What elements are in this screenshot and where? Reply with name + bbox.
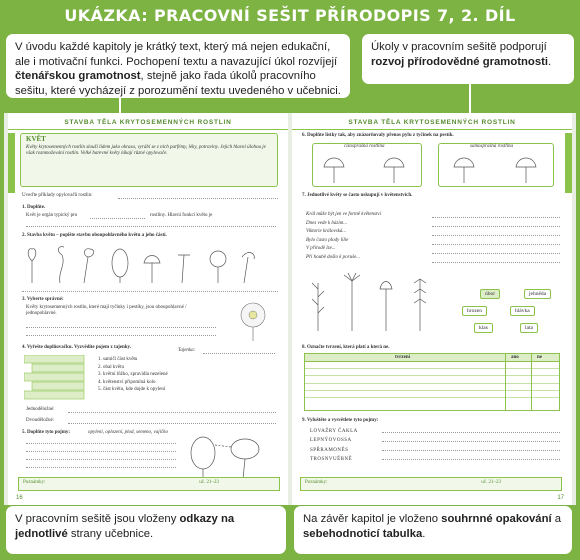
pollination-diagram xyxy=(183,435,278,479)
answer-line[interactable] xyxy=(26,467,176,468)
term-chip[interactable]: lata xyxy=(520,323,538,333)
textbook-ref: uč. 21–23 xyxy=(481,480,501,485)
scrambled-term: TROSNVUĚBNĚ xyxy=(310,457,353,463)
workbook-spread xyxy=(4,113,576,505)
intro-box xyxy=(20,133,278,187)
task9-title: 9. Vyluštěte a vysvětlete tyto pojmy: xyxy=(302,418,379,423)
callout-text: Na závěr kapitol je vloženo xyxy=(303,513,442,525)
table-row[interactable] xyxy=(305,384,559,391)
side-tab xyxy=(565,133,572,193)
table-row[interactable] xyxy=(305,398,559,405)
scrambled-term: LOVAŽRY ČAKLA xyxy=(310,429,358,434)
scrambled-term: LEPNÝOVOSSA xyxy=(310,438,352,444)
callout-bold: čtenářskou gramotnost xyxy=(15,70,141,82)
callout-textbook-refs xyxy=(6,506,286,554)
running-head: STAVBA TĚLA KRYTOSEMENNÝCH ROSTLIN xyxy=(292,119,572,130)
callout-bold: souhrnné opakování xyxy=(441,513,552,525)
task7-title: 7. Jednotlivé květy se často uskupují v květenstvích. xyxy=(302,193,413,198)
answer-line[interactable] xyxy=(26,451,176,452)
callout-text: a xyxy=(551,513,562,525)
answer-line[interactable] xyxy=(26,459,176,460)
task4-item: 2. obal květu xyxy=(98,364,124,370)
table-divider xyxy=(505,354,506,410)
callout-science-literacy xyxy=(362,34,574,84)
flower-parts-illustrations xyxy=(22,243,278,287)
intro-text: Květy krytosemenných rostlin slouží lidem jako okrasa, vyrábí se z nich parfémy, léky, potraviny. Jejich hlavní úlohou je však rozmnožování rostlin. Velké barevné květy lákají různé opylovače. xyxy=(26,145,266,157)
task5-title: 5. Doplňte tyto pojmy: xyxy=(22,430,71,435)
task7-item: Při houbě došlo k poruše... xyxy=(306,254,361,260)
term-chip[interactable]: hrozen xyxy=(462,306,487,316)
callout-text: Úkoly v pracovním sešitě podporují xyxy=(371,41,547,53)
callout-text: strany učebnice. xyxy=(67,527,154,540)
answer-line[interactable] xyxy=(432,244,560,245)
answer-line[interactable] xyxy=(432,262,560,263)
task4-list xyxy=(98,356,168,394)
answer-line[interactable] xyxy=(68,412,276,413)
answer-line[interactable] xyxy=(382,450,560,451)
task6-label-right: samosprašná rostlina xyxy=(470,144,514,149)
task8-title: 8. Označte tvrzení, která platí a která ne. xyxy=(302,345,390,350)
answer-line[interactable] xyxy=(26,443,176,444)
callout-reading-literacy xyxy=(6,34,350,98)
answer-line[interactable] xyxy=(26,327,216,328)
page-banner xyxy=(0,0,580,30)
task6-label-left: cizosprašná rostlina xyxy=(344,144,385,149)
page-number: 16 xyxy=(16,495,23,501)
inflorescence-illustrations xyxy=(304,273,454,333)
crossword-grid[interactable] xyxy=(24,355,94,401)
task6-title: 6. Doplňte lístky tak, aby znázorňovaly přenos pylu z tyčinek na pestík. xyxy=(302,133,454,138)
callout-text: . xyxy=(422,527,426,540)
section-title: KVĚT xyxy=(26,135,46,143)
banner-title: UKÁZKA: PRACOVNÍ SEŠIT PŘÍRODOPIS 7, 2. DÍL xyxy=(64,5,516,25)
callout-text: . xyxy=(548,55,552,68)
answer-line[interactable] xyxy=(90,218,145,219)
textbook-ref: uč. 21–23 xyxy=(199,480,219,485)
task2-title: 2. Stavba květu – popište stavbu oboupohlavného květu a jeho částí. xyxy=(22,233,167,238)
callout-text: V pracovním sešitě jsou vloženy xyxy=(15,513,180,525)
term-chip[interactable]: jehnědа xyxy=(524,289,551,299)
task3-text: Květy krytosemenných rostlin, které mají tyčinky i pestíky, jsou oboupohlavné / jednopohlavné. xyxy=(26,305,187,317)
task7-item: V přírodě lze... xyxy=(306,246,336,252)
task4-left-label2: Dvouděložné: xyxy=(26,418,55,423)
notes-label: Poznámky: xyxy=(305,480,328,485)
notes-label: Poznámky: xyxy=(23,480,46,485)
answer-line[interactable] xyxy=(26,226,276,227)
callout-text: V úvodu každé kapitoly je krátký text, který má nejen edukační, ale i motivační funkci. Pochopení textu a navazující úkol rozvíjejí xyxy=(15,41,338,68)
task4-item: 4. květenství připomíná kolo xyxy=(98,379,156,385)
table-header-cell: ano xyxy=(511,355,519,360)
workbook-page-left xyxy=(8,113,288,505)
answer-line[interactable] xyxy=(382,432,560,433)
table-divider xyxy=(531,354,532,410)
task7-item: Bylo často plody lilie xyxy=(306,237,349,243)
task4-title: 4. Vyřešte doplňovačku. Vyzvědíte pojem z tajenky. xyxy=(22,345,132,350)
answer-line[interactable] xyxy=(118,198,278,199)
table-header-cell: tvrzení xyxy=(395,355,410,360)
answer-line[interactable] xyxy=(382,441,560,442)
answer-line[interactable] xyxy=(203,353,275,354)
task4-answer-label: Tajenka: xyxy=(178,348,196,353)
term-chip[interactable]: hlávka xyxy=(510,306,535,316)
table-row[interactable] xyxy=(305,362,559,369)
task5-words: opylení, oplození, plod, semeno, vajíčko xyxy=(88,430,168,435)
task7-item: Viktorie královská... xyxy=(306,229,347,235)
task4-item: 1. samičí část květu xyxy=(98,357,138,362)
side-tab xyxy=(8,133,15,193)
callout-bold: sebehodnoticí tabulka xyxy=(303,527,423,540)
table-header-cell: ne xyxy=(537,355,542,360)
callout-text: , stejně jako řada úkolů pracovního sešitu, které vycházejí z porozumění textu uvedeného v učebnici. xyxy=(15,70,341,97)
term-chip[interactable]: úbor xyxy=(480,289,500,299)
task1-text: Květ je orgán typický pro xyxy=(26,213,78,218)
task7-item: Dnes vede k bázím... xyxy=(306,220,348,226)
callout-summary-review xyxy=(294,506,572,554)
running-head: STAVBA TĚLA KRYTOSEMENNÝCH ROSTLIN xyxy=(8,119,288,130)
answer-line[interactable] xyxy=(432,226,560,227)
table-row[interactable] xyxy=(305,369,559,376)
workbook-page-right xyxy=(292,113,572,505)
flower-pair-illustrations xyxy=(314,151,554,185)
scrambled-term: SPŘRAMONĚS xyxy=(310,447,349,453)
page-number: 17 xyxy=(557,495,564,501)
table-row[interactable] xyxy=(305,391,559,398)
term-chip[interactable]: klas xyxy=(474,323,493,333)
answer-line[interactable] xyxy=(68,423,276,424)
task4-left-label: Jednoděložné: xyxy=(26,407,55,412)
example-label: Uveďte příklady opylovačů rostlin: xyxy=(22,193,93,198)
notes-bar xyxy=(18,477,280,491)
table-row[interactable] xyxy=(305,376,559,383)
flower-photo-icon xyxy=(226,295,280,341)
task1-title: 1. Doplňte. xyxy=(22,205,46,210)
answer-line[interactable] xyxy=(22,291,278,292)
answer-line[interactable] xyxy=(382,459,560,460)
true-false-table xyxy=(304,353,560,411)
answer-line[interactable] xyxy=(432,235,560,236)
answer-line[interactable] xyxy=(432,217,560,218)
task4-item: 3. květní lůžko, zpravidla nezelené xyxy=(98,372,168,378)
task4-item: 5. část květu, kde dojde k opylení xyxy=(98,387,166,393)
task7-list xyxy=(306,211,381,263)
task7-item: Král může být jen ve formě květenství xyxy=(306,212,381,217)
callout-bold: odkazy na jednotlivé xyxy=(15,513,235,540)
answer-line[interactable] xyxy=(432,253,560,254)
table-header xyxy=(305,354,559,362)
answer-line[interactable] xyxy=(26,335,216,336)
task9-terms xyxy=(310,427,358,465)
task3-title: 3. Vyberte správné: xyxy=(22,297,64,302)
task1-text2: rostliny. Hlavní funkcí květu je xyxy=(150,213,213,218)
callout-bold: rozvoj přírodovědné gramotnosti xyxy=(371,55,548,68)
notes-bar xyxy=(300,477,562,491)
